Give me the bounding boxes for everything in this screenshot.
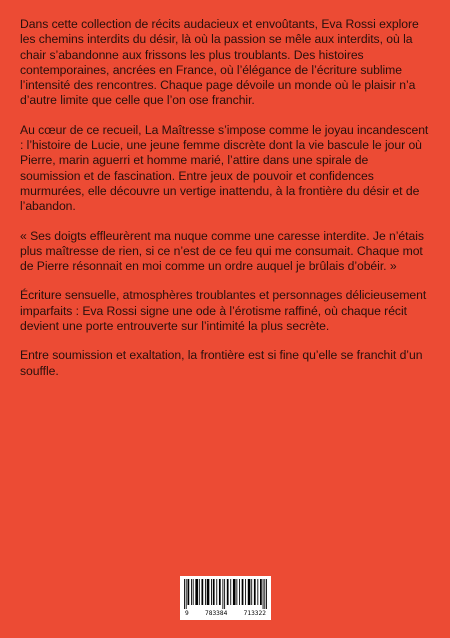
blurb-paragraph-4: Écriture sensuelle, atmosphères troublantes et personnages délicieusement imparfaits : Eva Rossi signe une ode à l’érotisme raffiné, où chaque récit devient une porte entrouverte sur l’intimité la plus secrète. bbox=[20, 288, 427, 334]
blurb-paragraph-1: Dans cette collection de récits audacieux et envoûtants, Eva Rossi explore les chemins interdits du désir, là où la passion se mêle aux interdits, où la chair s’abandonne aux frissons les plus troublants. Des histoires contemporaines, ancrées en France, où l’élégance de l’écriture sublime l’intensité des rencontres. Chaque page dévoile un monde où le plaisir n’a d’autre limite que celle que l’on ose franchir. bbox=[20, 17, 419, 108]
barcode-bars bbox=[184, 579, 267, 609]
barcode-lead-digit: 9 bbox=[185, 610, 189, 617]
blurb-paragraph-5: Entre soumission et exaltation, la frontière est si fine qu’elle se franchit d’un souffle. bbox=[20, 348, 423, 378]
blurb-text bbox=[20, 17, 432, 393]
barcode-left-digits: 783384 bbox=[205, 610, 228, 617]
barcode-right-digits: 713322 bbox=[243, 610, 266, 617]
blurb-quote: « Ses doigts effleurèrent ma nuque comme une caresse interdite. Je n’étais plus maîtresse de rien, si ce n’est de ce feu qui me consumait. Chaque mot de Pierre résonnait en moi comme un ordre auquel je brûlais d’obéir. » bbox=[20, 228, 424, 274]
isbn-barcode bbox=[180, 576, 271, 620]
blurb-paragraph-2: Au cœur de ce recueil, La Maîtresse s’impose comme le joyau incandescent : l’histoire de Lucie, une jeune femme discrète dont la vie bascule le jour où Pierre, marin aguerri et homme marié, l’attire dans une spirale de soumission et de fascination. Entre jeux de pouvoir et confidences murmurées, elle découvre un vertige inattendu, à la frontière du désir et de l’abandon. bbox=[20, 122, 429, 214]
barcode-digits bbox=[184, 610, 267, 618]
